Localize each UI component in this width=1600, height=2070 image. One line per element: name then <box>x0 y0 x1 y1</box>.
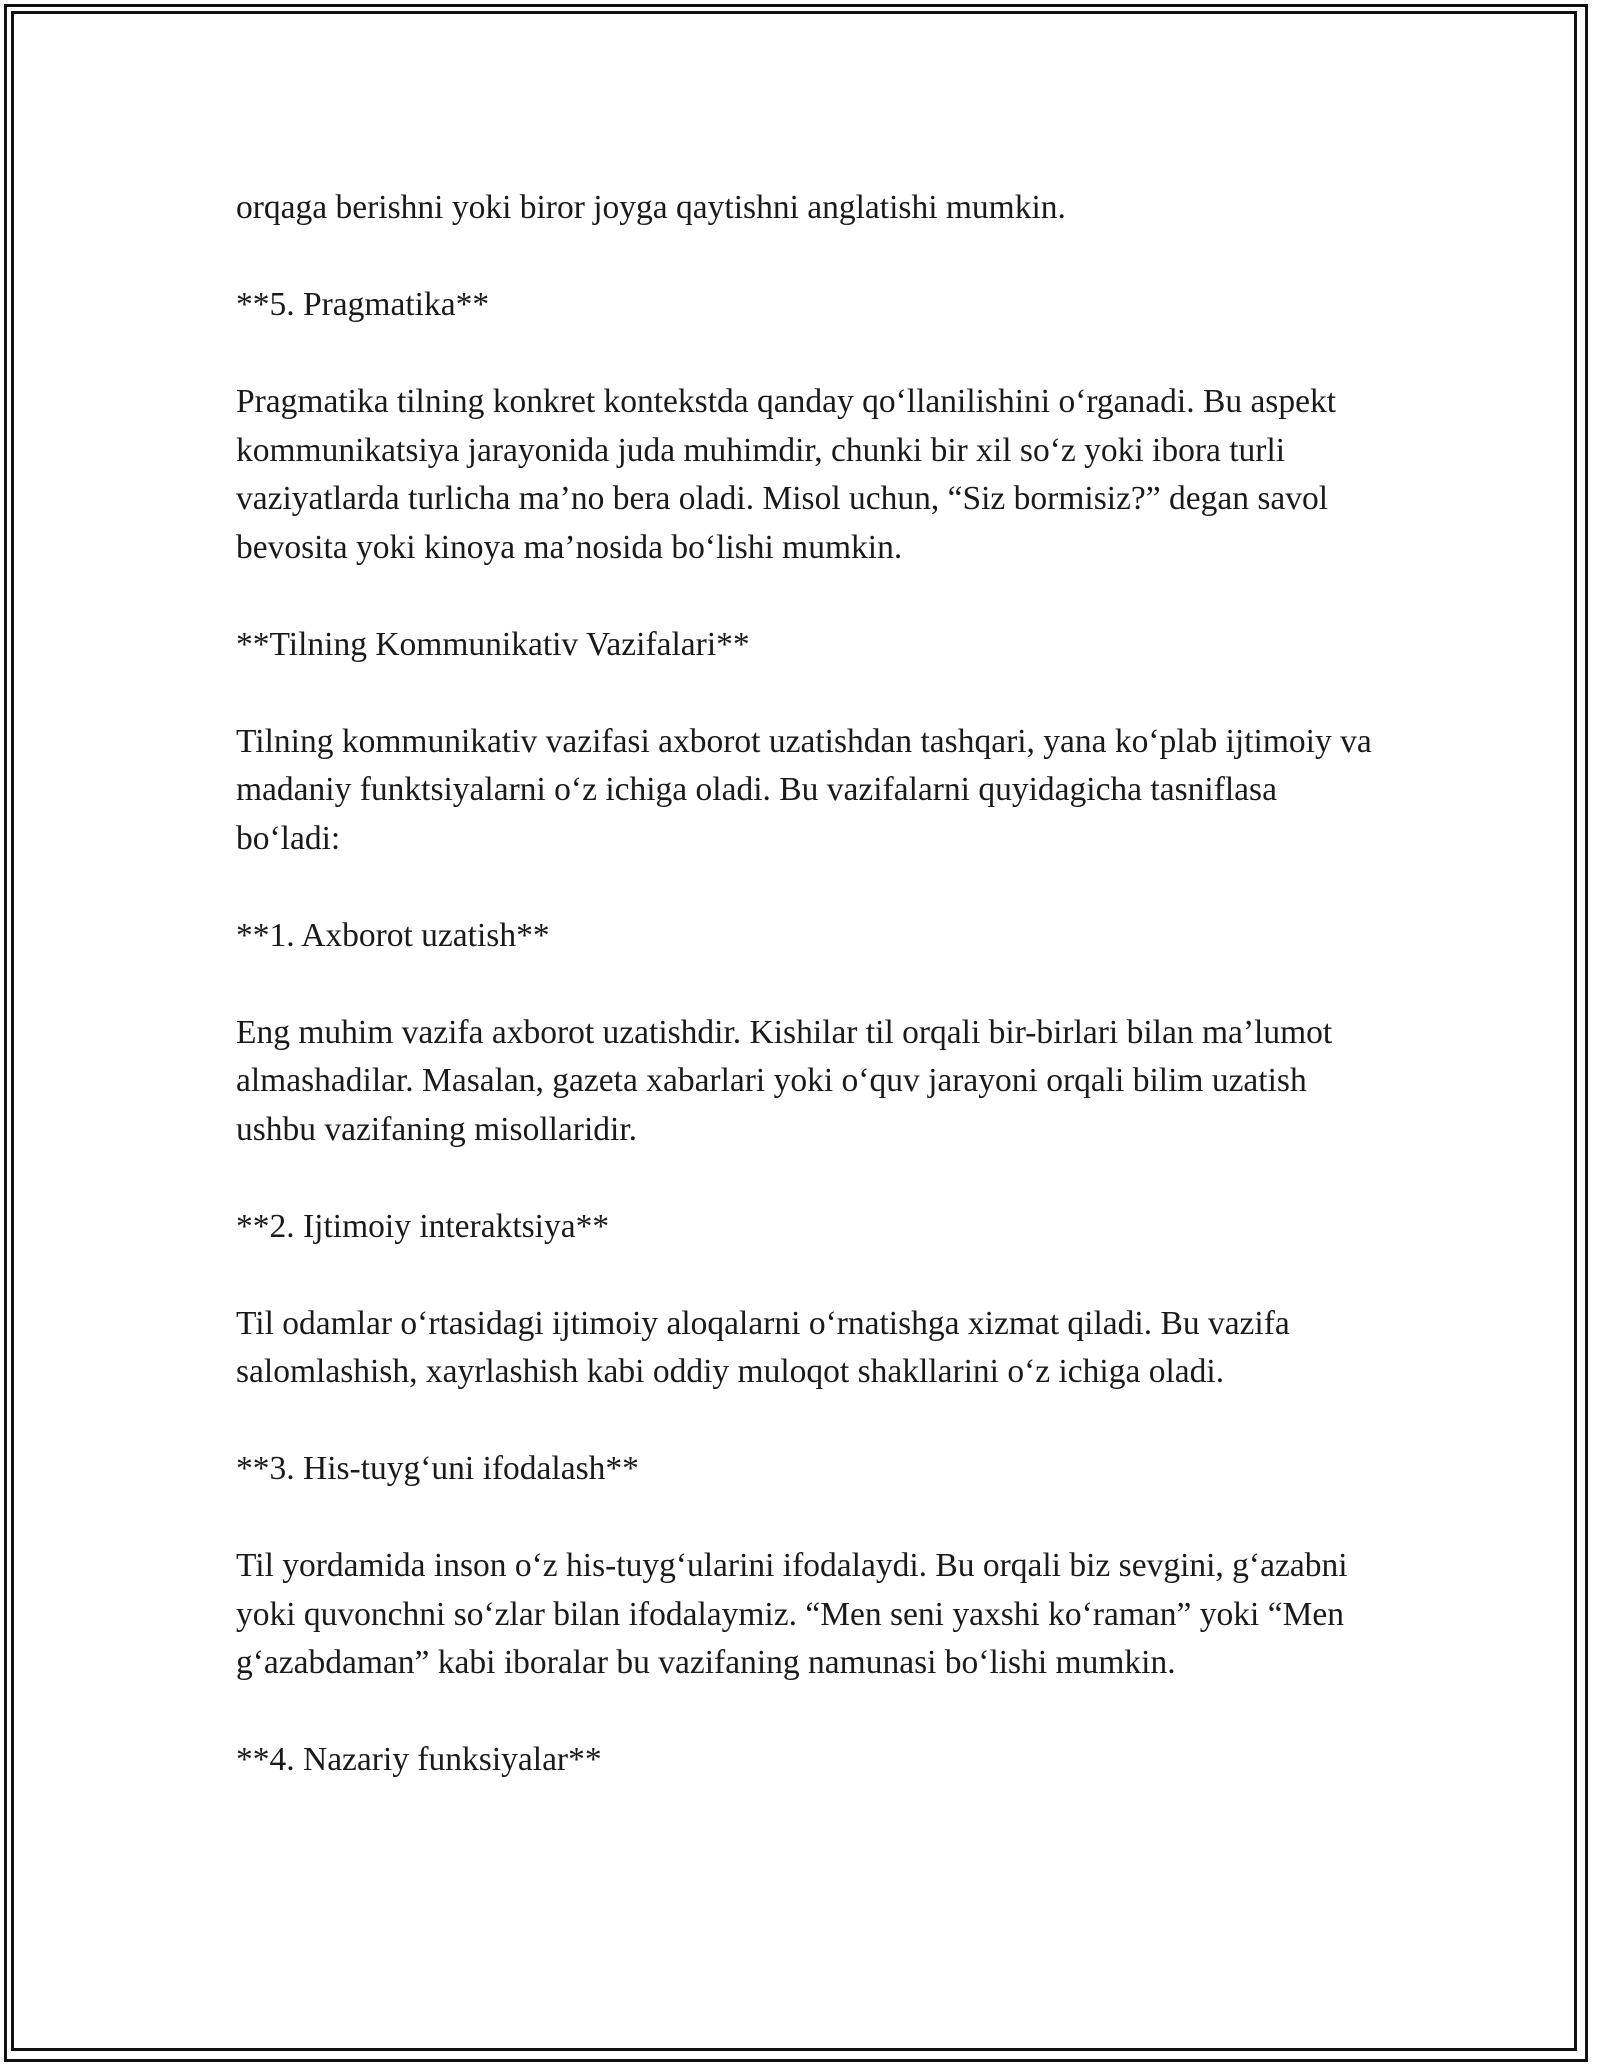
heading-ijtimoiy-interaktsiya: **2. Ijtimoiy interaktsiya** <box>236 1207 610 1245</box>
heading-his-tuygu: **3. His-tuyg‘uni ifodalash** <box>236 1450 639 1487</box>
paragraph-continuation: orqaga berishni yoki biror joyga qaytishni anglatishi mumkin. <box>236 189 1066 226</box>
heading-nazariy-funksiyalar: **4. Nazariy funksiyalar** <box>236 1741 602 1778</box>
heading-pragmatika: **5. Pragmatika** <box>236 286 490 323</box>
heading-axborot-uzatish: **1. Axborot uzatish** <box>236 916 550 954</box>
paragraph-axborot-uzatish: Eng muhim vazifa axborot uzatishdir. Kishilar til orqali bir-birlari bilan ma’lumot almashadilar. Masalan, gazeta xabarlari yoki o‘quv jarayoni orqali bilim uzatish ushbu vazifaning misollaridir. <box>236 1013 1333 1148</box>
paragraph-pragmatika: Pragmatika tilning konkret kontekstda qanday qo‘llanilishini o‘rganadi. Bu aspekt kommunikatsiya jarayonida juda muhimdir, chunki bir xil so‘z yoki ibora turli vaziyatlarda turlicha ma’no bera oladi. Misol uchun, “Siz bormisiz?” degan savol bevosita yoki kinoya ma’nosida bo‘lishi mumkin. <box>236 383 1337 566</box>
heading-kommunikativ-vazifalari: **Tilning Kommunikativ Vazifalari** <box>236 625 750 663</box>
paragraph-ijtimoiy-interaktsiya: Til odamlar o‘rtasidagi ijtimoiy aloqalarni o‘rnatishga xizmat qiladi. Bu vazifa salomlashish, xayrlashish kabi oddiy muloqot shakllarini o‘z ichiga oladi. <box>236 1304 1290 1390</box>
paragraph-his-tuygu: Til yordamida inson o‘z his-tuyg‘ularini ifodalaydi. Bu orqali biz sevgini, g‘azabni yoki quvonchni so‘zlar bilan ifodalaymiz. “Men seni yaxshi ko‘raman” yoki “Men g‘azabdaman” kabi iboralar bu vazifaning namunasi bo‘lishi mumkin. <box>236 1547 1348 1681</box>
paragraph-kommunikativ-vazifalari: Tilning kommunikativ vazifasi axborot uzatishdan tashqari, yana ko‘plab ijtimoiy va madaniy funktsiyalarni o‘z ichiga oladi. Bu vazifalarni quyidagicha tasniflasa bo‘ladi: <box>236 722 1372 857</box>
document-body <box>236 184 1376 1833</box>
